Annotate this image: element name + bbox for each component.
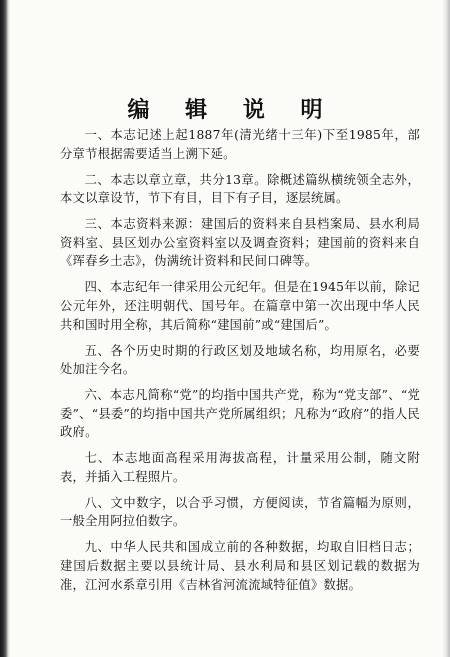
paragraph-9: 九、中华人民共和国成立前的各种数据，均取自旧档日志；建国后数据主要以县统计局、县水利局和县区划记载的数据为准，江河水系章引用《吉林省河流流域特征值》数据。 <box>60 540 420 592</box>
document-body <box>60 126 420 602</box>
paragraph-1: 一、本志记述上起1887年(清光绪十三年)下至1985年，部分章节根据需要适当上溯下延。 <box>60 128 420 161</box>
page-title: 编 辑 说 明 <box>127 96 337 123</box>
paragraph-8: 八、文中数字，以合乎习惯，方便阅读，节省篇幅为原则，一般全用阿拉伯数字。 <box>60 495 420 529</box>
paragraph-4: 四、本志纪年一律采用公元纪年。但是在1945年以前，除记公元年外，还注明朝代、国号年。在篇章中第一次出现中华人民共和国时用全称，其后简称“建国前”或“建国后”。 <box>60 280 420 332</box>
paragraph-7: 七、本志地面高程采用海拔高程，计量采用公制，随文附表，并插入工程照片。 <box>60 451 420 484</box>
paragraph-3: 三、本志资料来源：建国后的资料来自县档案局、县水利局资料室、县区划办公室资料室以及调查资料；建国前的资料来自《珲春乡土志》，伪满统计资料和民间口碑等。 <box>60 217 420 269</box>
paragraph-6: 六、本志凡简称“党”的均指中国共产党，称为“党支部”、“党委”、“县委”的均指中国共产党所属组织；凡称为“政府”的指人民政府。 <box>60 388 420 440</box>
paragraph-5: 五、各个历史时期的行政区划及地域名称，均用原名，必要处加注今名。 <box>60 343 420 377</box>
paragraph-2: 二、本志以章立章，共分13章。除概述篇纵横统领全志外，本文以章设节，节下有目，目下有子目，逐层统属。 <box>60 172 420 206</box>
